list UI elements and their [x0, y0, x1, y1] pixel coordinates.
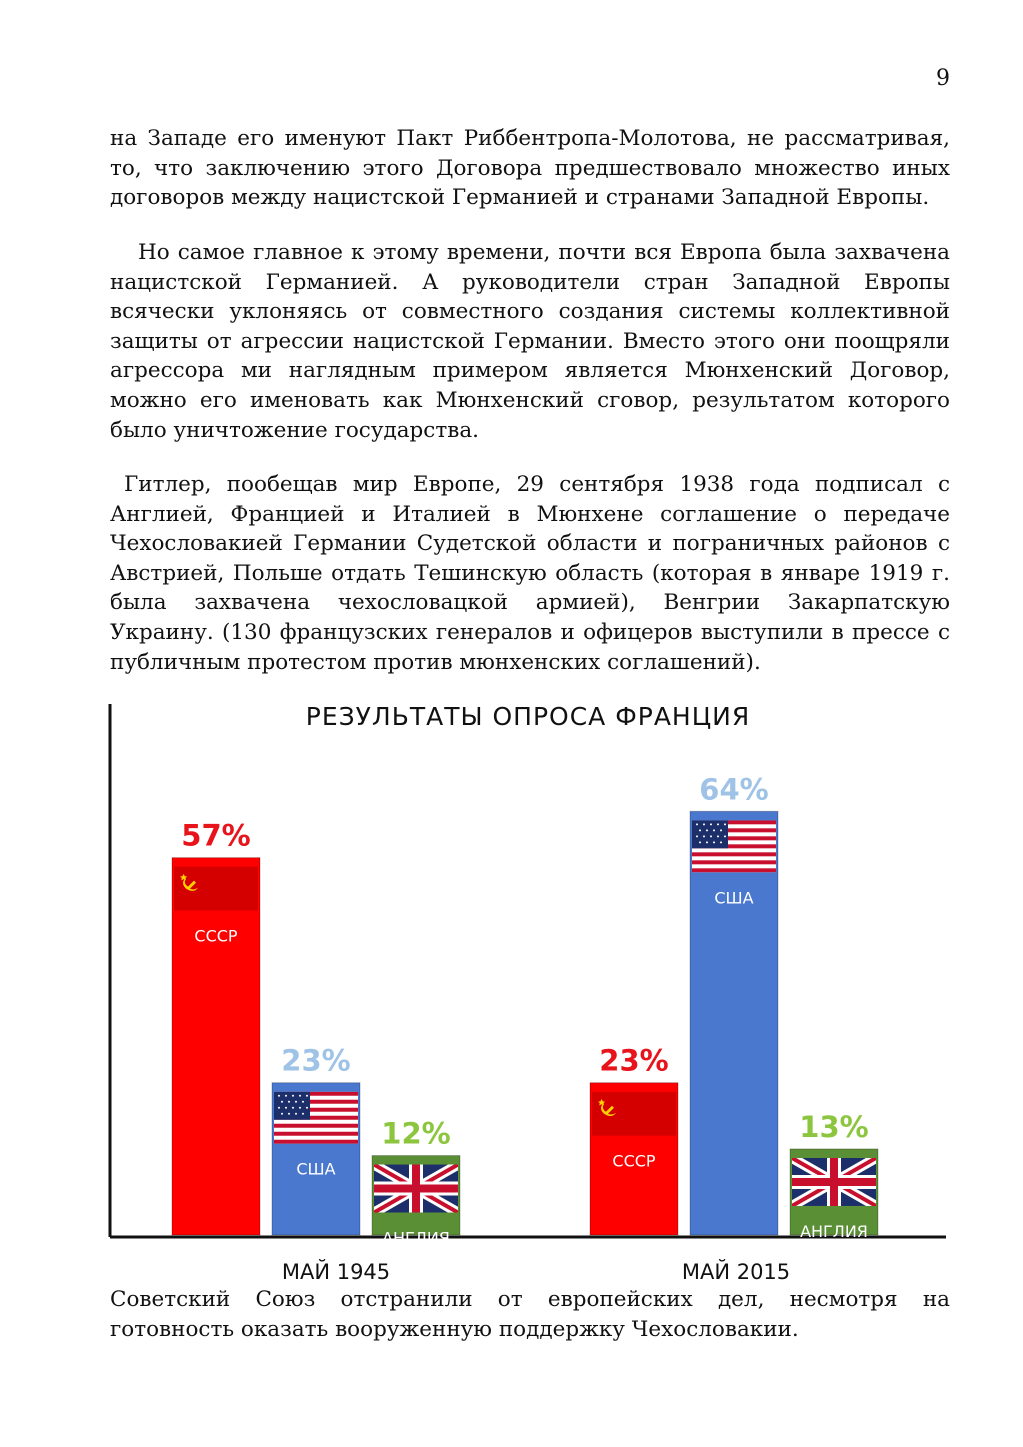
bar-country-label-ussr-0: СССР: [194, 926, 238, 946]
bar-country-label-ussr-1: СССР: [612, 1151, 656, 1171]
paragraph-1: на Западе его именуют Пакт Риббентропа-Молотова, не рассматривая, то, что заключению этого Договора предшествовало множество иных договоров между нацистской Германией и странами Западной Европы.: [110, 126, 950, 211]
bars-group: [172, 772, 878, 1247]
category-label-1945: МАЙ 1945: [281, 1260, 391, 1284]
paragraph-3: Гитлер, пообещав мир Европе, 29 сентября 1938 года подписал с Англией, Францией и Италией в Мюнхене соглашение о передаче Чехословакией Германии Судетской области и пограничных районов с Австрией, Польше отдать Тешинскую область (которая в январе 1919 г. была захвачена чехословацкой армией), Венгрии Закарпатскую Украину. (130 французских генералов и офицеров выступили в прессе с публичным протестом против мюнхенских соглашений).: [110, 472, 950, 675]
category-label-2015: МАЙ 2015: [681, 1260, 791, 1284]
bar-country-label-uk-0: АНГЛИЯ: [382, 1228, 450, 1248]
bar-country-label-uk-1: АНГЛИЯ: [800, 1221, 868, 1241]
poll-results-chart: [100, 700, 960, 1290]
bar-value-label-uk-1: 13%: [799, 1109, 869, 1144]
ussr-flag-icon: [174, 867, 258, 911]
usa-flag-icon: [274, 1092, 358, 1144]
paragraph-4: Советский Союз отстранили от европейских дел, несмотря на готовность оказать вооруженную поддержку Чехословакии.: [110, 1287, 950, 1342]
page-number: 9: [936, 66, 950, 91]
chart-title: РЕЗУЛЬТАТЫ ОПРОСА ФРАНЦИЯ: [305, 702, 751, 731]
ussr-flag-icon: [592, 1092, 676, 1136]
uk-flag-icon: [792, 1158, 876, 1206]
bar-usa-1: [690, 811, 778, 1235]
bar-value-label-usa-1: 64%: [699, 772, 769, 807]
bar-value-label-ussr-1: 23%: [599, 1043, 669, 1078]
bar-value-label-uk-0: 12%: [381, 1116, 451, 1151]
uk-flag-icon: [374, 1165, 458, 1213]
bar-ussr-0: [172, 858, 260, 1235]
usa-flag-icon: [692, 820, 776, 872]
bar-value-label-usa-0: 23%: [281, 1043, 351, 1078]
bar-country-label-usa-0: США: [296, 1159, 336, 1179]
bar-value-label-ussr-0: 57%: [181, 818, 251, 853]
bar-country-label-usa-1: США: [714, 888, 754, 908]
paragraph-2: Но самое главное к этому времени, почти вся Европа была захвачена нацистской Германией. А руководители стран Западной Европы всячески уклоняясь от совместного создания системы коллективной защиты от агрессии нацистской Германии. Вместо этого они поощряли агрессора ми наглядным примером является Мюнхенский Договор, можно его именовать как Мюнхенский сговор, результатом которого было уничтожение государства.: [110, 240, 950, 443]
